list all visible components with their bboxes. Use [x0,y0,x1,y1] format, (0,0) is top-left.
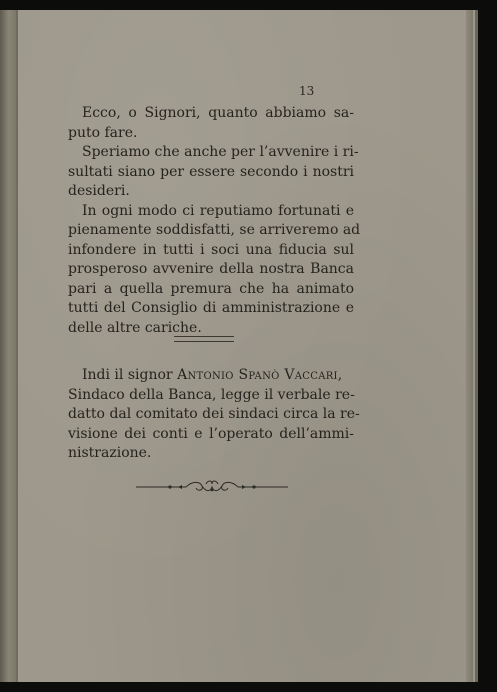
text-line: pari a quella premura che ha animato [68,280,354,297]
text-line: desideri. [68,183,130,199]
text-line: sultati siano per essere secondo i nostri [68,163,354,180]
text-fragment: Indi il signor [82,367,178,383]
section-divider [174,336,234,342]
text-line [68,366,354,386]
text-line: Speriamo che anche per l’avvenire i ri- [82,144,359,160]
page-number: 13 [299,84,315,98]
text-line: delle altre cariche. [68,319,202,336]
text-line: pienamente soddisfatti, se arriveremo ad [68,222,361,238]
text-line: infondere in tutti i soci una fiducia sul [68,241,354,258]
text-line: In ogni modo ci reputiamo fortunati e [82,202,354,219]
text-line: nistrazione. [68,445,152,461]
text-line: puto fare. [68,124,138,141]
text-line: Sindaco della Banca, legge il verbale re- [68,386,355,403]
text-line: Ecco, o Signori, quanto abbiamo sa- [82,105,354,121]
person-name: Antonio Spanò Vaccari [177,367,338,383]
page-stack-edge [466,10,473,682]
scroll-flourish-ornament-icon [134,478,290,498]
text-line: tutti del Consiglio di amministrazione e [68,300,354,316]
closing-paragraphs [68,104,361,338]
auditor-paragraph [68,366,360,464]
text-fragment: , [337,367,343,383]
text-line: prosperoso avvenire della nostra Banca [68,261,354,277]
text-line: visione dei conti e l’operato dell’ammi- [68,425,354,442]
text-line: datto dal comitato dei sindaci circa la re- [68,406,360,422]
